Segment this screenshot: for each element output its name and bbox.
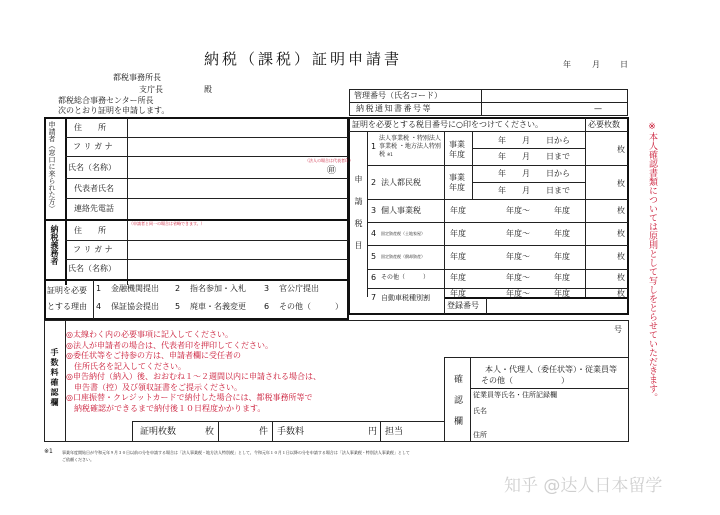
applicant-furigana-field[interactable] [128,138,348,156]
reason-label-1: 証明を必要 [47,286,87,295]
cert-item-7-label: 年度 [450,289,466,298]
cert-item-5-label: 年度 [450,252,466,261]
seal-icon: ㊞ [327,166,337,176]
cert-header: 証明を必要とする税目番号に○印をつけてください。 [352,120,543,129]
fee-section-label: 手数料確認欄 [50,348,59,408]
cert-item-4-label: 年度 [450,229,466,238]
reason-3-num[interactable]: 3 [264,284,270,293]
reason-6-num[interactable]: 6 [264,302,270,311]
fee-count-unit: 枚 [205,427,215,437]
cert-required: 必要枚数 [588,120,620,129]
cert-item-3-label: 年度 [450,206,466,215]
cert-item-4-num[interactable]: 4 [371,229,377,238]
side-note: ※本人確認書類については原則として写しをとらせていただきます。 [647,122,657,402]
reason-label-2: とする理由 [47,302,87,311]
taxpayer-section-label: 納税義務者 [50,225,59,265]
fee-note-8: 納税確認ができるまで納付後１０日程度かかります。 [66,403,266,413]
cert-item-5-num[interactable]: 5 [371,252,377,261]
cert-item-4-range[interactable]: 年度～ 年度 [506,229,570,238]
form-title: 納税（課税）証明申請書 [204,50,403,68]
cert-item-2-to[interactable]: 年 月 日まで [498,186,570,195]
footnote-line-2: ご依頼ください。 [62,457,94,462]
watermark-text: 知乎 @达人日本留学 [504,476,663,496]
fee-note-2: ◎法人が申請者の場合は、代表者印を押印してください。 [66,340,273,350]
admin-dash: — [594,104,602,113]
fee-tanto: 担当 [385,427,404,437]
admin-tsuchi: 納税通知書番号等 [356,104,432,113]
reason-1-text[interactable]: 金融機関提出 [111,284,159,293]
reason-2-text[interactable]: 指名参加・入札 [190,284,246,293]
date-day: 日 [620,60,628,69]
footnote-line-1: 事業年度開始日が令和元年９月３０日以前の分を申請する場合は「法人事業税・地方法人特別税」として、令和元年１０月１日以降の分を申請する場合は「法人事業税・特別法人事業税」として [62,450,410,455]
reg-number-label: 登録番号 [447,301,479,310]
fee-go: 号 [614,325,622,334]
fee-note-3: ◎委任状等をご持参の方は、申請者欄に受任者の [66,351,241,360]
cert-bracket-label: 申請税目 [354,175,363,263]
applicant-rep-field[interactable] [128,179,348,198]
cert-item-2-num[interactable]: 2 [371,178,377,187]
taxpayer-name-label: 氏名（名称） [68,264,116,273]
fee-count-label: 証明枚数 [140,427,177,437]
reason-6-text[interactable]: その他（ ） [279,302,343,311]
cert-item-4-name[interactable]: 固定資産税（土地家屋） [381,231,425,236]
reason-4-num[interactable]: 4 [96,302,102,311]
footnote-mark: ※1 [44,448,53,455]
cert-item-1-from[interactable]: 年 月 日から [498,136,570,145]
fee-go-field[interactable] [530,322,612,336]
fee-note-1: ◎太線わく内の必要事項に記入してください。 [66,330,233,339]
cert-item-6-name[interactable]: その他（ ） [381,274,430,281]
taxpayer-address-field[interactable] [128,226,348,240]
confirm-opt2[interactable]: その他（ ） [481,376,569,385]
reason-1-num[interactable]: 1 [96,284,102,293]
cert-item-6-label: 年度 [450,273,466,282]
addressee-dono: 殿 [204,85,212,94]
cert-item-7-name[interactable]: 自動車税種別割 [381,294,430,302]
cert-item-3-num[interactable]: 3 [371,206,377,215]
fee-note-7: ◎口座振替・クレジットカードで納付した場合には、都税事務所等で [66,393,313,402]
fee-notes [66,330,321,414]
reason-5-num[interactable]: 5 [175,302,181,311]
reason-3-text[interactable]: 官公庁提出 [279,284,319,293]
applicant-name-label: 氏名（名称） [68,163,116,172]
taxpayer-furigana-field[interactable] [128,241,348,259]
cert-item-2-name[interactable]: 法人都民税 [381,178,421,187]
cert-item-3-name[interactable]: 個人事業税 [381,206,421,215]
fee-yen: 円 [368,427,378,437]
taxpayer-furigana-label: フ リ ガ ナ [73,245,113,254]
confirm-opt1[interactable]: 本人・代理人（委任状等）・従業員等 [485,365,617,374]
applicant-name-field[interactable] [128,157,308,178]
applicant-furigana-label: フ リ ガ ナ [73,142,113,151]
intro-text: 次のとおり証明を申請します。 [58,106,170,115]
applicant-section-label: 申請者（窓口に来られた方） [48,121,56,212]
cert-item-1-name[interactable] [379,135,444,159]
fee-ken: 件 [259,427,269,437]
taxpayer-address-label: 住 所 [74,226,106,235]
cert-item-1-to[interactable]: 年 月 日まで [498,152,570,161]
cert-item-7-num[interactable]: 7 [371,293,377,302]
taxpayer-note: （申請者と同一の場合は省略できます。） [129,221,205,226]
cert-item-7-range[interactable]: 年度～ 年度 [506,289,570,298]
cert-item-5-unit: 枚 [617,252,625,261]
applicant-contact-field[interactable] [128,199,348,219]
confirm-label: 確認欄 [452,374,462,437]
fee-note-6: 申告書（控）及び領収証書をご提示ください。 [66,382,242,392]
cert-item-1-name-text: 法人事業税 ・特別法人事業税 ・地方法人特別税 [379,135,441,158]
cert-item-1-label: 事業年度 [449,140,465,159]
applicant-seal-note: （法人の場合は代表者印） [305,158,353,163]
cert-item-1-num[interactable]: 1 [371,142,377,151]
cert-item-2-unit: 枚 [617,179,625,188]
date-year: 年 [563,60,571,69]
taxpayer-name-field[interactable] [128,260,348,279]
reg-number-field[interactable] [488,299,626,313]
cert-item-7-unit: 枚 [617,289,625,298]
date-month: 月 [592,60,600,69]
applicant-rep-label: 代表者氏名 [74,184,114,193]
cert-item-1-unit: 枚 [617,145,625,154]
confirm-name-label: 氏名 [473,407,487,415]
cert-item-4-unit: 枚 [617,229,625,238]
addressee-center: 都税総合事務センター所長 [58,96,154,105]
reason-2-num[interactable]: 2 [175,284,181,293]
cert-item-5-name[interactable]: 固定資産税（償却資産） [381,254,425,259]
fee-note-4: 住所氏名を記入してください。 [66,361,186,371]
addressee-shicho: 支庁長 [139,85,163,94]
applicant-address-label: 住 所 [74,123,106,132]
cert-item-3-unit: 枚 [617,206,625,215]
applicant-contact-label: 連絡先電話 [74,204,114,213]
addressee-tozei: 都税事務所長 [113,73,161,82]
applicant-address-field[interactable] [128,119,348,137]
cert-item-6-range[interactable]: 年度～ 年度 [506,273,570,282]
cert-item-6-unit: 枚 [617,273,625,282]
cert-item-5-range[interactable]: 年度～ 年度 [506,252,570,261]
cert-item-2-label: 事業年度 [449,173,465,192]
confirm-address-label: 住所 [473,431,487,439]
cert-item-6-num[interactable]: 6 [371,273,377,282]
cert-item-1-note: ※1 [386,152,393,157]
reason-5-text[interactable]: 廃車・名義変更 [190,302,246,311]
reason-4-text[interactable]: 保証協会提出 [111,302,159,311]
confirm-emp-label: 従業員等氏名・住所記録欄 [473,391,557,399]
fee-note-5: ◎申告納付（納入）後、おおむね１～２週間以内に申請される場合は、 [66,372,321,381]
admin-kanri: 管理番号（氏名コード） [354,91,442,100]
fee-label: 手数料 [277,427,305,437]
cert-item-2-from[interactable]: 年 月 日から [498,169,570,178]
cert-item-3-range[interactable]: 年度～ 年度 [506,206,570,215]
